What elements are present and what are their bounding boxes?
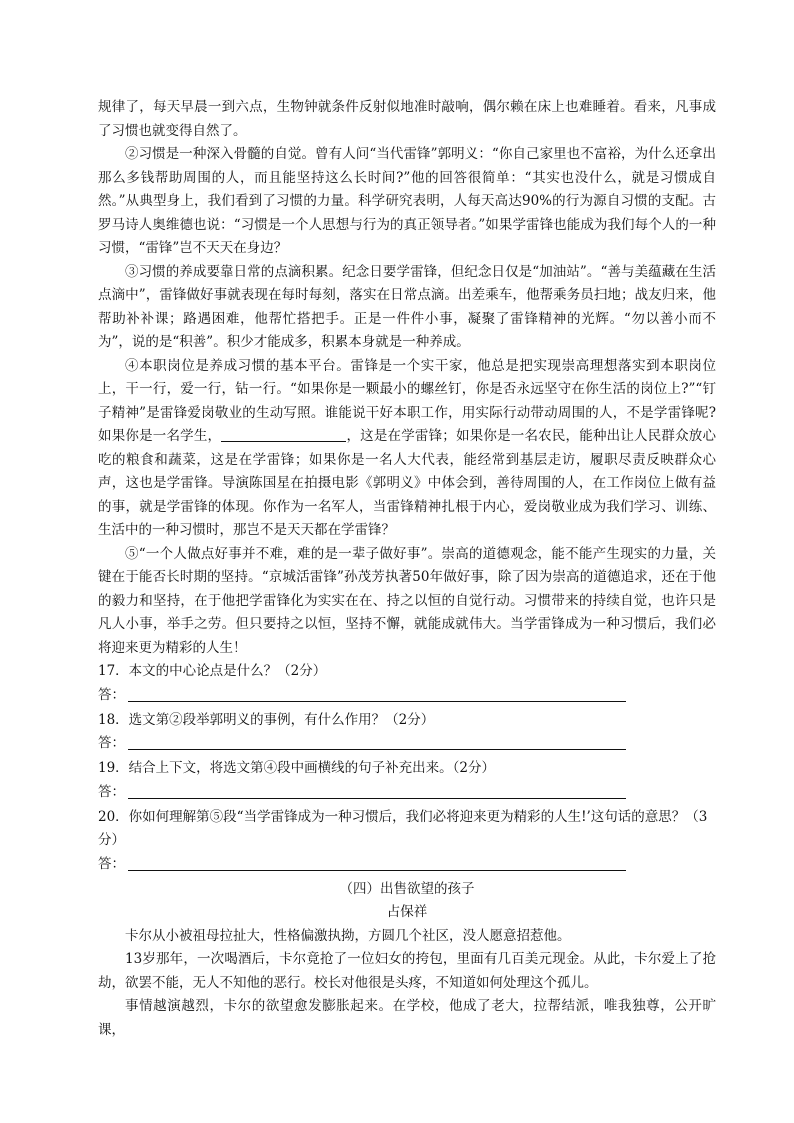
section-title: （四）出售欲望的孩子 xyxy=(339,880,475,897)
paragraph-4-part2: ，这是在学雷锋；如果你是一名农民，能种出让人民群众放心吃的粮食和蔬菜，这是在学雷锋；如果你是一名人大代表，能经常到基层走访，履职尽责反映群众心声，这也是学雷锋。导演陈国星在拍摄电影《郭明义》中体会到，善待周围的人，在工作岗位上做有益的事，就是学雷锋的体现。你作为一名军人，当雷锋精神扎根于内心，爱岗敬业成为我们学习、训练、生活中的一种习惯时，那岂不是天天都在学雷锋？ xyxy=(98,428,716,538)
answer-line[interactable] xyxy=(128,870,626,871)
paragraph-4 xyxy=(98,355,716,543)
story-paragraph-2: 13岁那年，一次喝酒后，卡尔竟抢了一位妇女的挎包，里面有几百美元现金。从此，卡尔爱上了抢劫，欲罢不能，无人不知他的恶行。校长对他很是头疼，不知道如何处理这个孤儿。 xyxy=(98,951,716,991)
answer-line[interactable] xyxy=(128,701,626,702)
paragraph-intro: 规律了，每天早晨一到六点，生物钟就条件反射似地准时敲响，偶尔赖在床上也难睡着。看来，凡事成了习惯也就变得自然了。 xyxy=(98,99,716,139)
question-19: 19．结合上下文，将选文第④段中画横线的句子补充出来。（2分） xyxy=(98,760,496,776)
answer-label: 答： xyxy=(98,783,125,800)
question-17: 17．本文的中心论点是什么？（2分） xyxy=(98,663,327,679)
paragraph-2: ②习惯是一种深入骨髓的自觉。曾有人问“当代雷锋”郭明义：“你自己家里也不富裕，为什么还拿出那么多钱帮助周围的人，而且能坚持这么长时间?”他的回答很简单：“其实也没什么，就是习惯成自然。”从典型身上，我们看到了习惯的力量。科学研究表明，人每天高达90%的行为源自习惯的支配。古罗马诗人奥维德也说：“习惯是一个人思想与行为的真正领导者。”如果学雷锋也能成为我们每个人的一种习惯，“雷锋”岂不天天在身边？ xyxy=(98,146,716,256)
document-page xyxy=(98,96,716,1042)
answer-row-20[interactable] xyxy=(98,853,716,878)
answer-row-17[interactable] xyxy=(98,684,716,709)
paragraph-3: ③习惯的养成要靠日常的点滴积累。纪念日要学雷锋，但纪念日仅是“加油站”。“善与美蕴藏在生活点滴中”，雷锋做好事就表现在每时每刻，落实在日常点滴。出差乘车，他帮乘务员扫地；战友归来，他帮助补补课；路遇困难，他帮忙搭把手。正是一件件小事，凝聚了雷锋精神的光辉。“勿以善小而不为”，说的是“积善”。积少才能成多，积累本身就是一种养成。 xyxy=(98,263,716,350)
fill-in-blank-line[interactable] xyxy=(221,427,346,442)
question-18: 18．选文第②段举郭明义的事例，有什么作用？（2分） xyxy=(98,711,435,728)
answer-label: 答： xyxy=(98,855,125,872)
paragraph-4-part1: ④本职岗位是养成习惯的基本平台。雷锋是一个实干家，他总是把实现崇高理想落实到本职岗位上，干一行，爱一行，钻一行。“如果你是一颗最小的螺丝钉，你是否永远坚守在你生活的岗位上?”“钉子精神”是雷锋爱岗敬业的生动写照。谁能说干好本职工作，用实际行动带动周围的人，不是学雷锋呢?如果你是一名学生， xyxy=(98,357,716,444)
answer-row-18[interactable] xyxy=(98,732,716,757)
answer-label: 答： xyxy=(98,735,125,751)
story-paragraph-1: 卡尔从小被祖母拉扯大，性格偏激执拗，方圆几个社区，没人愿意招惹他。 xyxy=(125,927,571,944)
answer-line[interactable] xyxy=(128,798,626,799)
answer-line[interactable] xyxy=(128,749,626,750)
answer-label: 答： xyxy=(98,686,125,703)
paragraph-5: ⑤“一个人做点好事并不难，难的是一辈子做好事”。崇高的道德观念，能不能产生现实的力量，关键在于能否长时期的坚持。“京城活雷锋”孙茂芳执著50年做好事，除了因为崇高的道德追求，还在于他的毅力和坚持，在于他把学雷锋化为实实在在、持之以恒的自觉行动。习惯带来的持续自觉，也许只是凡人小事，举手之劳。但只要持之以恒，坚持不懈，就能成就伟大。当学雷锋成为一种习惯后，我们必将迎来更为精彩的人生！ xyxy=(98,545,716,656)
story-paragraph-3: 事情越演越烈，卡尔的欲望愈发膨胀起来。在学校，他成了老大，拉帮结派，唯我独尊，公开旷课， xyxy=(98,998,716,1038)
question-20: 20．你如何理解第⑤段“当学雷锋成为一种习惯后，我们必将迎来更为精彩的人生!’这句话的意思？（3分） xyxy=(98,808,708,848)
answer-row-19[interactable] xyxy=(98,781,716,806)
section-author: 占保祥 xyxy=(386,904,428,920)
